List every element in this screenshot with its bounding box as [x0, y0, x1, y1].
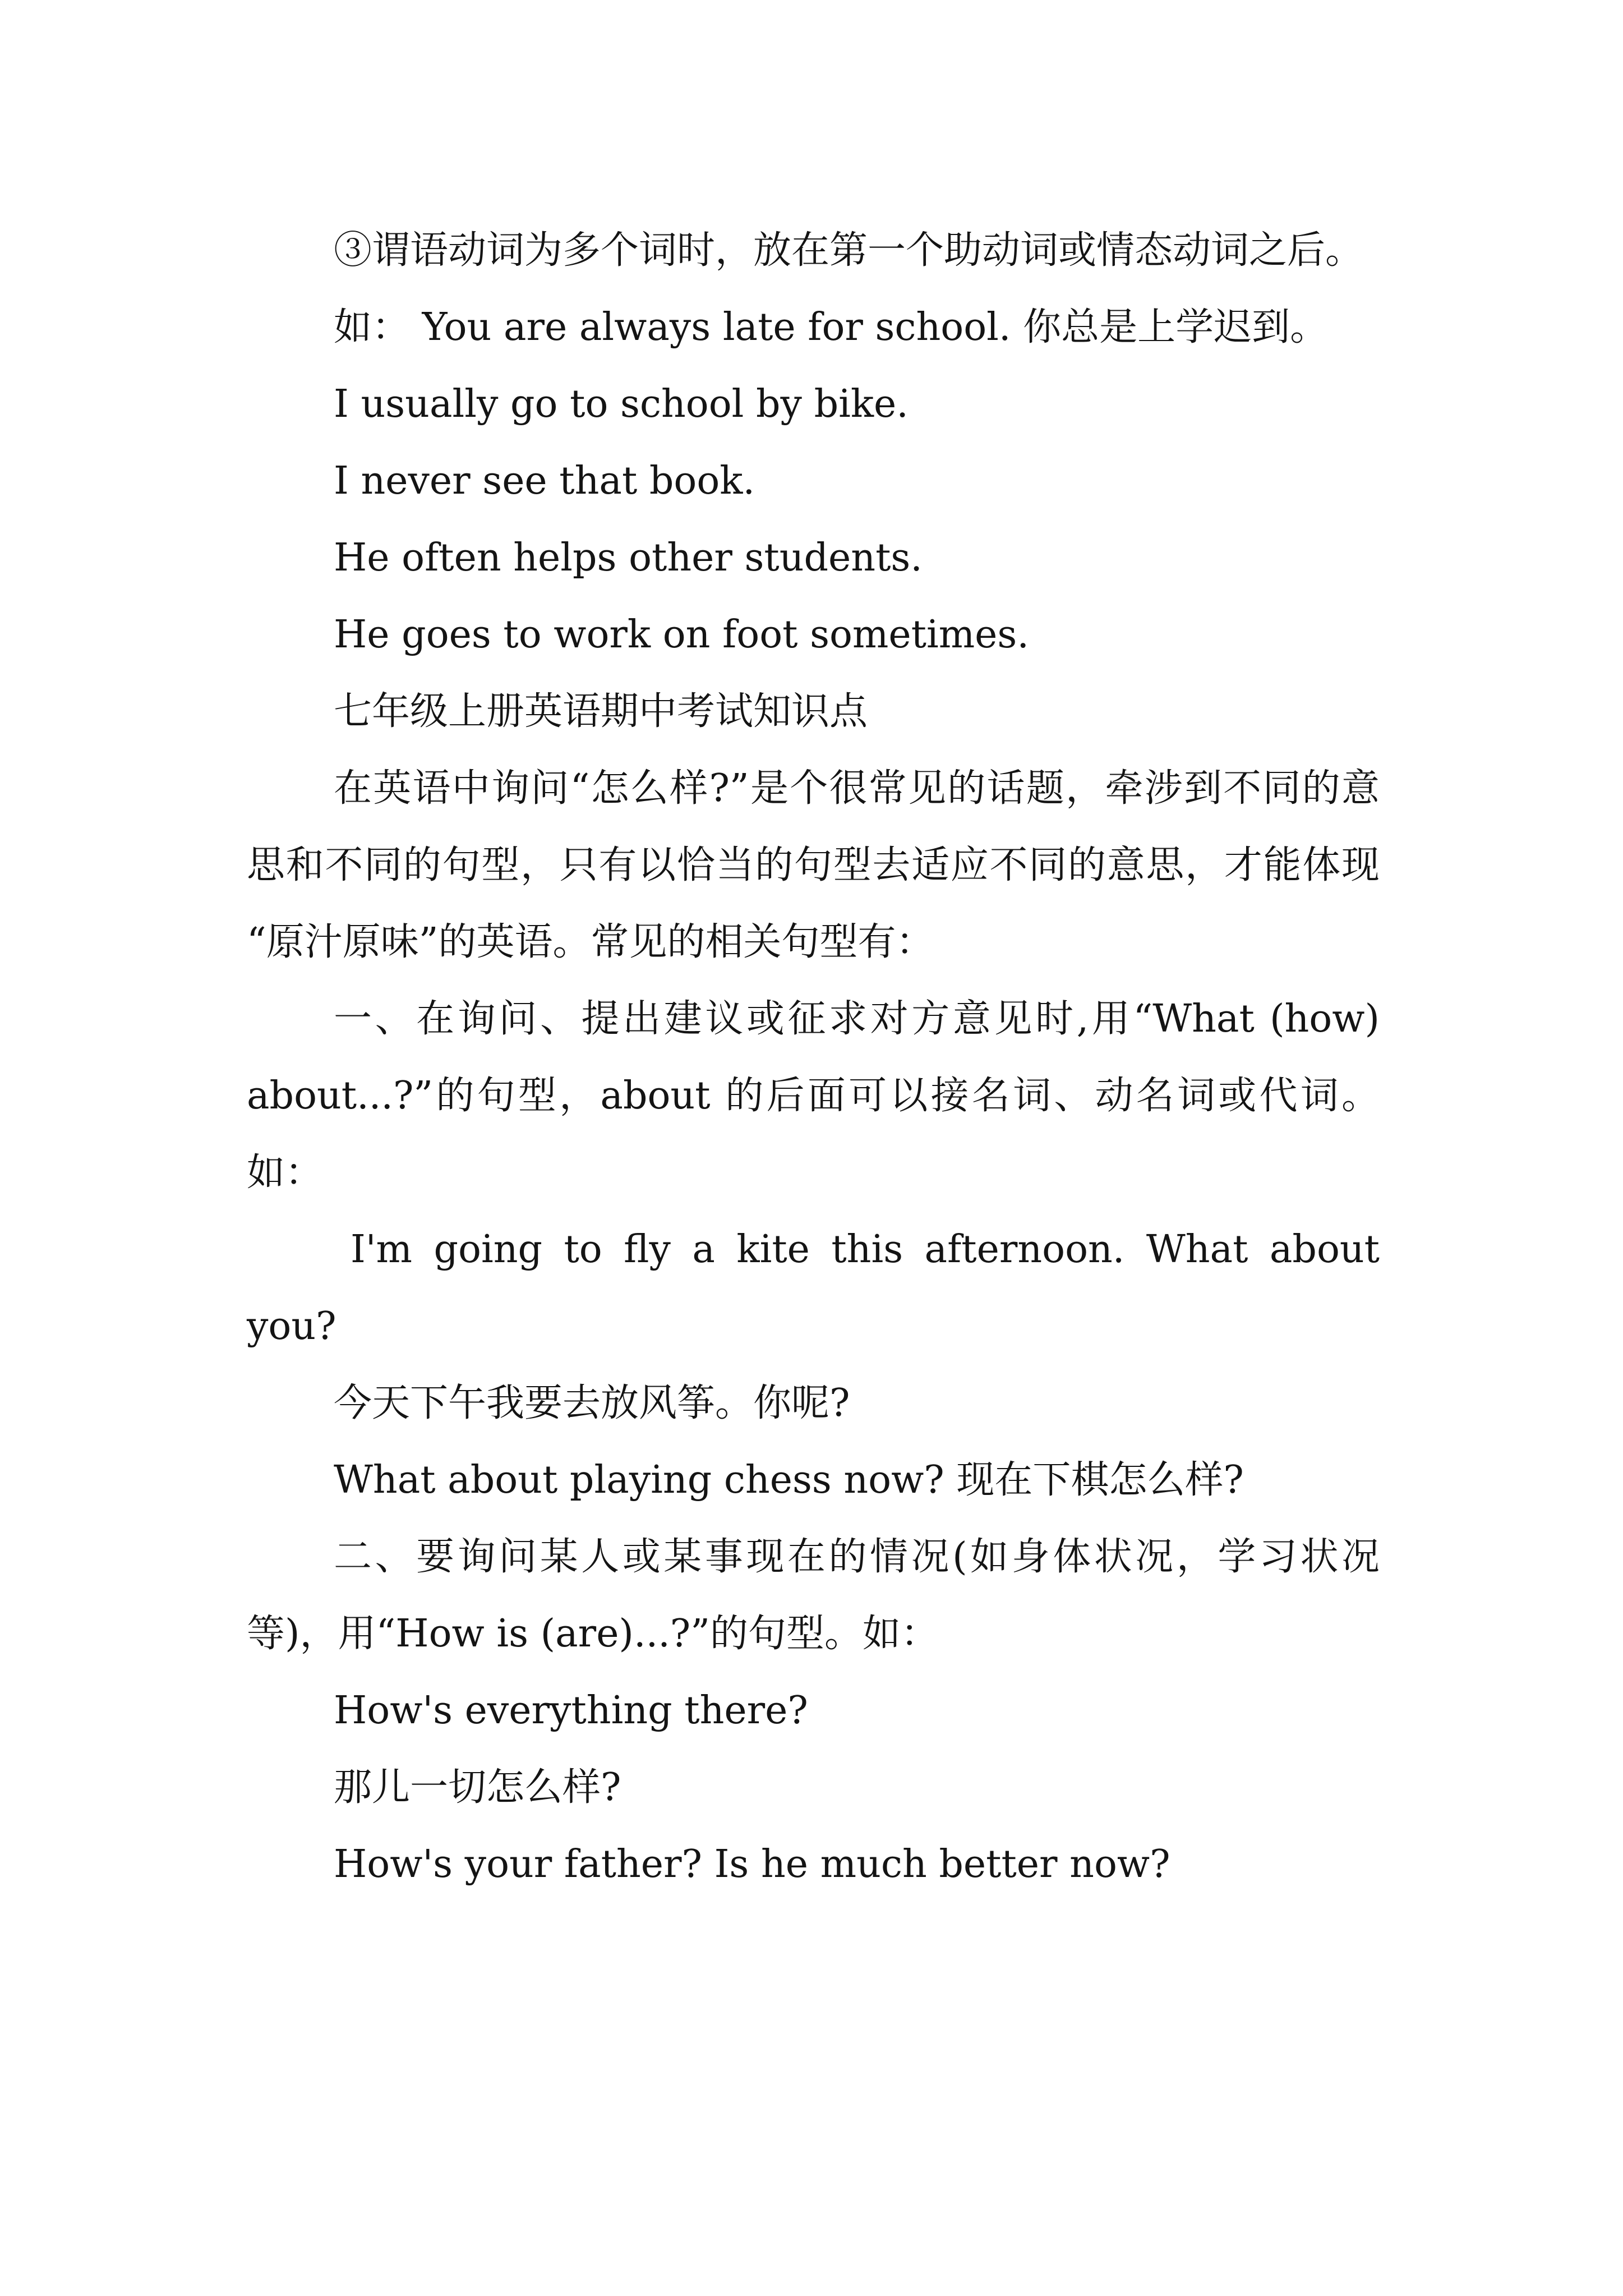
paragraph-point-two: 二、要询问某人或某事现在的情况(如身体状况，学习状况等)，用“How is (are)...?”的句型。如：	[247, 1535, 1380, 1656]
paragraph-point-one: 一、在询问、提出建议或征求对方意见时,用“What (how) about...?”的句型，about 的后面可以接名词、动名词或代词。如：	[247, 997, 1380, 1195]
paragraph-example-chess: What about playing chess now? 现在下棋怎么样?	[334, 1458, 1244, 1502]
paragraph-example-foot: He goes to work on foot sometimes.	[334, 613, 1029, 657]
paragraph-example-everything-translation: 那儿一切怎么样?	[334, 1765, 621, 1810]
paragraph-predicate-rule: ③谓语动词为多个词时，放在第一个助动词或情态动词之后。	[334, 228, 1364, 273]
paragraph-example-kite: I'm going to fly a kite this afternoon. What about you?	[247, 1227, 1380, 1349]
paragraph-example-helps: He often helps other students.	[334, 536, 923, 580]
paragraph-example-everything: How's everything there?	[334, 1688, 808, 1733]
paragraph-intro: 在英语中询问“怎么样?”是个很常见的话题，牵涉到不同的意思和不同的句型，只有以恰当的句型去适应不同的意思，才能体现 “原汁原味”的英语。常见的相关句型有：	[247, 766, 1380, 964]
section-heading: 七年级上册英语期中考试知识点	[334, 689, 868, 734]
paragraph-example-bike: I usually go to school by bike.	[334, 382, 909, 426]
document-body	[247, 212, 1380, 1903]
paragraph-example-late: 如： You are always late for school. 你总是上学迟到。	[334, 305, 1329, 349]
paragraph-example-kite-translation: 今天下午我要去放风筝。你呢?	[334, 1381, 850, 1425]
paragraph-example-book: I never see that book.	[334, 459, 755, 503]
paragraph-example-father: How's your father? Is he much better now?	[334, 1842, 1170, 1887]
